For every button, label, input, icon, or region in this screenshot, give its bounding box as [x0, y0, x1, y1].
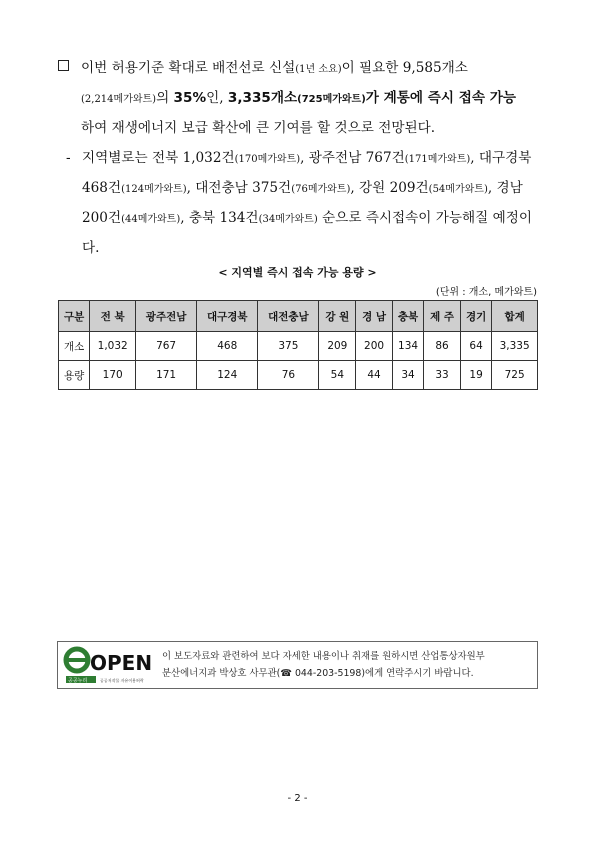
- table-cell: 34: [392, 361, 423, 390]
- text: (2,214메가와트): [81, 94, 157, 105]
- open-notice-text: [162, 648, 532, 682]
- table-cell: 468: [197, 332, 258, 361]
- header-cell: 제 주: [424, 301, 461, 332]
- table-cell: 171: [136, 361, 197, 390]
- capacity-table: [58, 300, 538, 390]
- header-cell: 충북: [392, 301, 423, 332]
- header-cell: 광주전남: [136, 301, 197, 332]
- text: 3,335개소: [227, 90, 298, 106]
- table-row: [59, 361, 538, 390]
- text: 하여 재생에너지 보급 확산에 큰 기여를 할 것으로 전망된다.: [81, 120, 436, 136]
- table-cell: 124: [197, 361, 258, 390]
- text: (54메가와트): [428, 184, 488, 195]
- notice-line: 이 보도자료와 관련하여 보다 자세한 내용이나 취재를 원하시면 산업통상자원부: [162, 651, 485, 662]
- header-cell: 경기: [460, 301, 491, 332]
- text: (1년 소요): [295, 64, 342, 75]
- text: (124메가와트): [121, 184, 187, 195]
- header-cell: 강 원: [319, 301, 356, 332]
- text: 순으로 즉시접속이 가능해질 예정이다.: [82, 210, 532, 256]
- header-cell: 대구경북: [197, 301, 258, 332]
- text: (44메가와트): [121, 214, 181, 225]
- text: 35%: [173, 90, 207, 106]
- table-cell: 725: [492, 361, 538, 390]
- table-header-row: [59, 301, 538, 332]
- logo-sub1: 공공누리: [68, 678, 88, 684]
- text: 의: [156, 90, 174, 106]
- table-cell: 3,335: [492, 332, 538, 361]
- main-paragraph: [58, 54, 543, 142]
- table-unit: (단위 : 개소, 메가와트): [435, 287, 537, 298]
- text: , 강원 209건: [350, 180, 429, 196]
- text: , 대전충남 375건: [186, 180, 292, 196]
- sub-text: [82, 144, 542, 262]
- table-cell: 86: [424, 332, 461, 361]
- logo-text: OPEN: [90, 651, 153, 675]
- notice-line: 분산에너지과 박상호 사무관(☎ 044-203-5198)에게 연락주시기 바랍니다.: [162, 668, 474, 679]
- table-cell: 33: [424, 361, 461, 390]
- sub-paragraph: [66, 144, 542, 262]
- open-logo: [62, 645, 154, 685]
- table-cell: 375: [258, 332, 319, 361]
- text: 이 필요한 9,585개소: [341, 60, 468, 76]
- row-label: 용량: [59, 361, 90, 390]
- dash: -: [66, 150, 71, 166]
- row-label: 개소: [59, 332, 90, 361]
- open-notice-box: [57, 641, 538, 689]
- table-cell: 76: [258, 361, 319, 390]
- table-cell: 19: [460, 361, 491, 390]
- text: (34메가와트): [258, 214, 318, 225]
- text: 가 계통에 즉시 접속 가능: [365, 90, 517, 106]
- text: (171메가와트): [404, 154, 471, 165]
- text: (725메가와트): [297, 94, 366, 105]
- table-cell: 64: [460, 332, 491, 361]
- table-cell: 170: [90, 361, 136, 390]
- text: 지역별로는 전북 1,032건: [82, 150, 235, 166]
- text: , 충북 134건: [180, 210, 259, 226]
- table-cell: 200: [356, 332, 393, 361]
- header-cell: 대전충남: [258, 301, 319, 332]
- header-cell: 합계: [492, 301, 538, 332]
- text: 인,: [206, 90, 228, 106]
- table-cell: 54: [319, 361, 356, 390]
- table-cell: 44: [356, 361, 393, 390]
- text: , 광주전남 767건: [300, 150, 405, 166]
- text: , 대구경북 468건: [82, 150, 532, 196]
- logo-bar-icon: [67, 658, 87, 662]
- header-cell: 전 북: [90, 301, 136, 332]
- table-cell: 134: [392, 332, 423, 361]
- header-cell: 경 남: [356, 301, 393, 332]
- page-number: - 2 -: [287, 793, 308, 804]
- header-cell: 구분: [59, 301, 90, 332]
- text: (170메가와트): [234, 154, 301, 165]
- logo-sub2: 공공저작물 자유이용허락: [100, 678, 144, 683]
- text: 이번 허용기준 확대로 배전선로 신설: [81, 60, 296, 76]
- table-cell: 767: [136, 332, 197, 361]
- table-row: [59, 332, 538, 361]
- text: (76메가와트): [291, 184, 351, 195]
- table-cell: 1,032: [90, 332, 136, 361]
- table-cell: 209: [319, 332, 356, 361]
- table-title: < 지역별 즉시 접속 가능 용량 >: [218, 266, 377, 279]
- text: , 경남 200건: [82, 180, 523, 226]
